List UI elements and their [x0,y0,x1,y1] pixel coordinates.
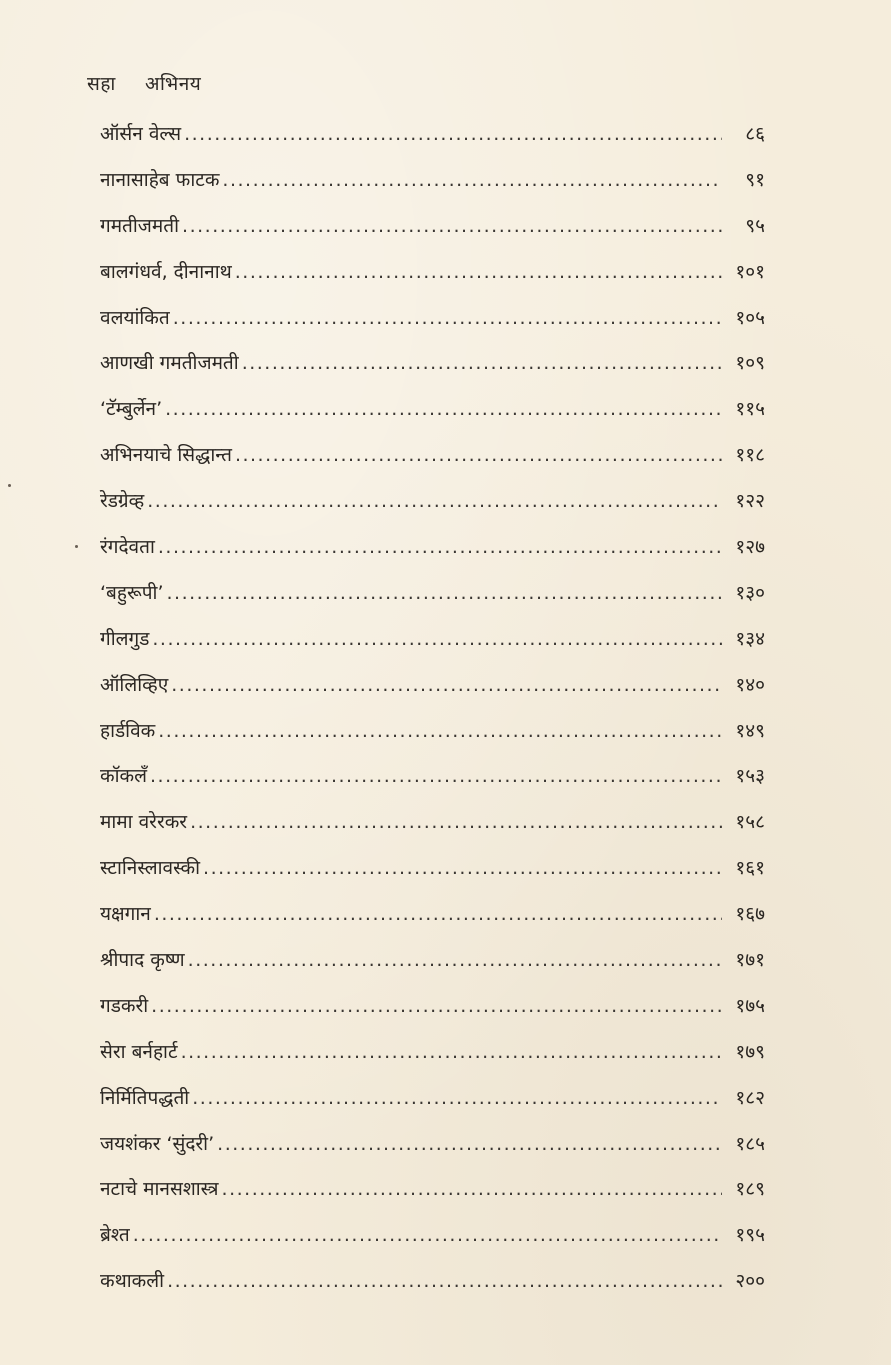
toc-entry-title: जयशंकर ‘सुंदरी’ [100,1132,215,1155]
toc-entry-page: १४० [735,673,765,696]
dot-leader [182,204,722,250]
section-header [87,70,201,96]
toc-entry [100,617,765,663]
toc-entry-page: १८९ [735,1178,765,1201]
toc-entry-title: आणखी गमतीजमती [100,352,239,375]
toc-entry-title: गडकरी [100,994,149,1017]
toc-entry-title: श्रीपाद कृष्ण [100,949,185,972]
toc-entry-title: कथाकली [100,1270,165,1293]
toc-entry [100,1122,765,1168]
toc-entry-page: १६७ [735,903,765,926]
toc-entry [100,571,765,617]
toc-entry-title: बालगंधर्व, दीनानाथ [100,260,232,283]
dot-leader [222,1167,722,1213]
dot-leader [235,433,722,479]
toc-entry-page: १९५ [735,1224,765,1247]
toc-entry-title: स्टानिस्लावस्की [100,857,201,880]
toc-entry-page: १०९ [735,352,765,375]
dot-leader [173,296,722,342]
dot-leader [203,846,722,892]
toc-entry [100,1167,765,1213]
paper-speck [8,484,11,487]
paper-speck [75,545,78,548]
dot-leader [181,1030,722,1076]
toc-entry-title: हार्डविक [100,719,156,742]
dot-leader [158,525,722,571]
toc-entry [100,158,765,204]
toc-entry [100,846,765,892]
toc-entry-title: सेरा बर्नहार्ट [100,1040,178,1063]
toc-entry [100,341,765,387]
dot-leader [152,617,722,663]
dot-leader [133,1213,722,1259]
toc-entry-page: १३० [735,581,765,604]
toc-entry [100,479,765,525]
toc-entry-title: ऑलिव्हिए [100,673,169,696]
toc-entry [100,387,765,433]
dot-leader [217,1122,722,1168]
toc-entry-title: निर्मितिपद्धती [100,1086,190,1109]
toc-entry [100,984,765,1030]
toc-entry [100,800,765,846]
toc-entry [100,1259,765,1305]
toc-entry-page: ११८ [735,444,765,467]
toc-entry-title: रंगदेवता [100,536,155,559]
toc-entry-page: १५३ [735,765,765,788]
toc-entry [100,1076,765,1122]
dot-leader [150,754,722,800]
toc-entry [100,433,765,479]
toc-entry-title: ‘बहुरूपी’ [100,581,164,604]
toc-entry-page: १७९ [735,1040,765,1063]
toc-entry-page: ९५ [745,214,765,237]
toc-entry-title: गीलगुड [100,627,150,650]
toc-entry-page: २०० [735,1270,765,1293]
dot-leader [171,663,722,709]
toc-entry-page: १६१ [735,857,765,880]
toc-entry-page: १८५ [735,1132,765,1155]
toc-entry-page: १२२ [735,490,765,513]
toc-entry-page: ११५ [735,398,765,421]
dot-leader [242,341,722,387]
toc-entry-page: १४९ [735,719,765,742]
toc-entry-title: नानासाहेब फाटक [100,168,220,191]
toc-entry-title: ‘टॅम्बुर्लेन’ [100,398,163,421]
toc-entry-title: ब्रेश्त [100,1224,130,1247]
toc-entry-page: १३४ [735,627,765,650]
toc-entry-page: १०५ [735,306,765,329]
toc-entry-title: नटाचे मानसशास्त्र [100,1178,219,1201]
toc-entry [100,1213,765,1259]
dot-leader [222,158,722,204]
toc-entry [100,754,765,800]
table-of-contents [100,112,765,1305]
toc-entry-title: वलयांकित [100,306,170,329]
toc-entry [100,112,765,158]
dot-leader [165,387,722,433]
toc-entry-title: मामा वरेरकर [100,811,188,834]
toc-entry-page: १८२ [735,1086,765,1109]
dot-leader [167,1259,722,1305]
toc-entry [100,525,765,571]
toc-entry-title: कॉकलँ [100,765,147,788]
dot-leader [147,479,722,525]
toc-entry-title: ऑर्सन वेल्स [100,123,182,145]
dot-leader [235,250,722,296]
toc-entry-page: १७५ [735,994,765,1017]
toc-entry-page: १२७ [735,536,765,559]
dot-leader [192,1076,722,1122]
dot-leader [188,938,722,984]
toc-entry [100,250,765,296]
toc-entry-title: गमतीजमती [100,214,180,237]
toc-entry-title: यक्षगान [100,903,151,926]
dot-leader [158,709,722,755]
toc-entry [100,204,765,250]
section-title: अभिनय [144,73,202,95]
toc-entry-page: ८६ [745,123,765,145]
toc-entry [100,938,765,984]
toc-entry-page: १०१ [735,260,765,283]
dot-leader [151,984,722,1030]
toc-entry-title: अभिनयाचे सिद्धान्त [100,444,232,467]
section-number: सहा [87,73,116,95]
dot-leader [184,112,722,158]
toc-entry-page: १७१ [735,949,765,972]
dot-leader [154,892,722,938]
toc-entry-page: ९१ [745,168,765,191]
dot-leader [167,571,723,617]
toc-entry [100,709,765,755]
dot-leader [190,800,722,846]
toc-entry [100,663,765,709]
toc-entry [100,892,765,938]
toc-entry [100,296,765,342]
toc-entry [100,1030,765,1076]
toc-entry-title: रेडग्रेव्ह [100,490,145,513]
toc-entry-page: १५८ [735,811,765,834]
